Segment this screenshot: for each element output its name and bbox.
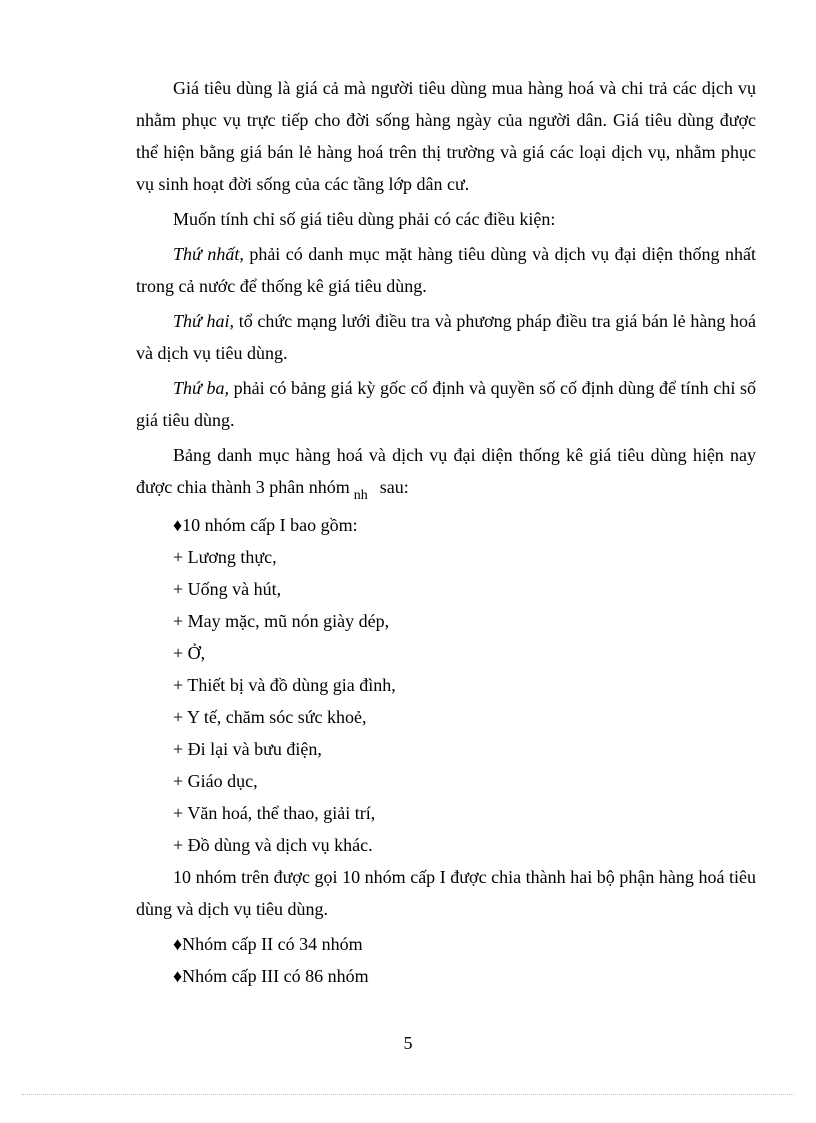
page-number: 5 (403, 1033, 413, 1053)
condition-3-text: phải có bảng giá kỳ gốc cố định và quyền số cố định dùng để tính chỉ số giá tiêu dùng. (136, 378, 756, 430)
paragraph-condition-1 (136, 238, 756, 302)
category-intro-fragment: nh (353, 488, 368, 503)
group-3-line: ♦Nhóm cấp III có 86 nhóm (173, 966, 369, 986)
list-item: + Y tế, chăm sóc sức khoẻ, (173, 707, 367, 727)
list-item: + Giáo dục, (173, 771, 258, 791)
list-item: + Thiết bị và đồ dùng gia đình, (173, 675, 396, 695)
paragraph-conditions-intro: Muốn tính chỉ số giá tiêu dùng phải có các điều kiện: (173, 209, 556, 229)
group-2-line: ♦Nhóm cấp II có 34 nhóm (173, 934, 363, 954)
paragraph-condition-2 (136, 305, 756, 369)
paragraph-category-intro (136, 439, 756, 506)
paragraph-condition-3 (136, 372, 756, 436)
condition-1-text: phải có danh mục mặt hàng tiêu dùng và dịch vụ đại diện thống nhất trong cả nước để thống kê giá tiêu dùng. (136, 244, 756, 296)
list-item: + Lương thực, (173, 547, 277, 567)
footer-dotted-divider (22, 1094, 794, 1095)
list-item: + Đi lại và bưu điện, (173, 739, 322, 759)
category-intro-text: Bảng danh mục hàng hoá và dịch vụ đại diện thống kê giá tiêu dùng hiện nay được chia thành 3 phân nhóm (136, 445, 756, 497)
list-item: + Uống và hút, (173, 579, 282, 599)
list-item: + Đồ dùng và dịch vụ khác. (173, 835, 373, 855)
condition-3-label: Thứ ba, (173, 378, 229, 398)
document-body (136, 72, 756, 992)
list-item: + Văn hoá, thể thao, giải trí, (173, 803, 376, 823)
condition-1-label: Thứ nhất, (173, 244, 244, 264)
paragraph-definition: Giá tiêu dùng là giá cả mà người tiêu dùng mua hàng hoá và chi trả các dịch vụ nhằm phục vụ trực tiếp cho đời sống hàng ngày của người dân. Giá tiêu dùng được thể hiện bằng giá bán lẻ hàng hoá trên thị trường và giá các loại dịch vụ, nhằm phục vụ sinh hoạt đời sống của các tầng lớp dân cư. (136, 78, 756, 194)
condition-2-text: tổ chức mạng lưới điều tra và phương pháp điều tra giá bán lẻ hàng hoá và dịch vụ tiêu dùng. (136, 311, 756, 363)
category-intro-end: sau: (379, 477, 409, 497)
list-item: + Ở, (173, 643, 206, 663)
list-item: + May mặc, mũ nón giày dép, (173, 611, 390, 631)
paragraph-group-summary: 10 nhóm trên được gọi 10 nhóm cấp I được chia thành hai bộ phận hàng hoá tiêu dùng và dịch vụ tiêu dùng. (136, 867, 756, 919)
condition-2-label: Thứ hai, (173, 311, 235, 331)
group-1-heading: ♦10 nhóm cấp I bao gồm: (173, 515, 358, 535)
